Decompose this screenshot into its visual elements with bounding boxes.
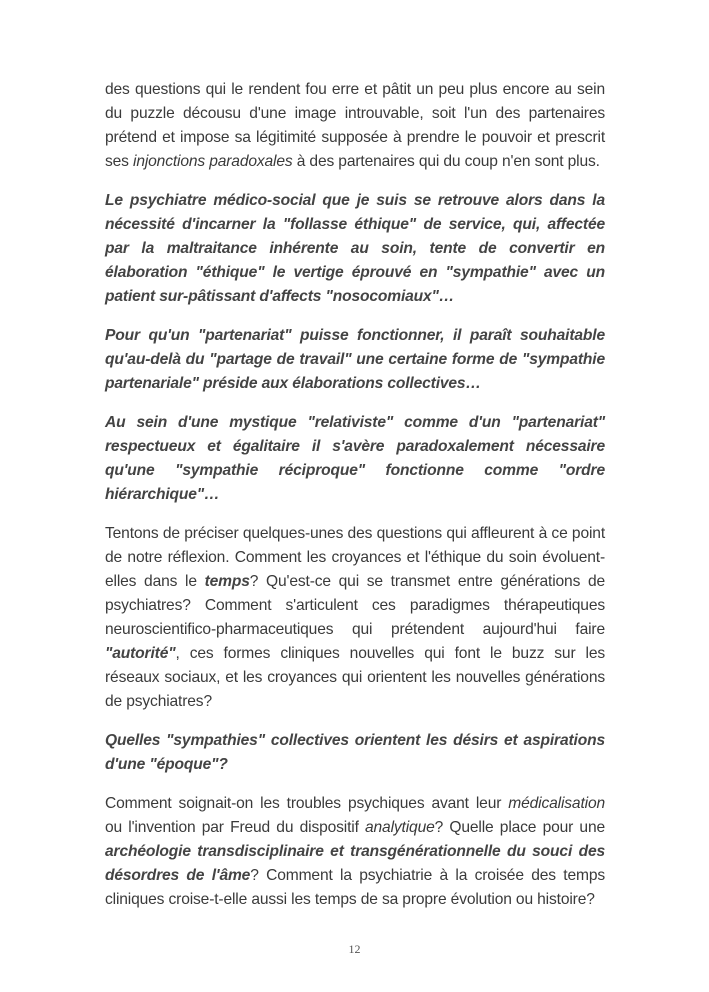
paragraph-emphasis — [105, 189, 605, 309]
text-run: , ces formes cliniques nouvelles qui font le buzz sur les réseaux sociaux, et les croyances qui orientent les nouvelles générations de psychiatres? — [105, 645, 605, 710]
paragraph-emphasis — [105, 729, 605, 777]
text-run: Quelles "sympathies" collectives orientent les désirs et aspirations d'une "époque"? — [105, 732, 605, 773]
bold-italic-run: temps — [204, 573, 250, 590]
italic-run: analytique — [365, 819, 435, 836]
paragraph — [105, 792, 605, 912]
bold-italic-run: "autorité" — [105, 645, 176, 662]
text-run: ? Qu'est-ce qui se transmet entre générations de psychiatres? Comment s'articulent ces paradigmes thérapeutiques neuroscientifico-pharmaceutiques qui prétendent aujourd'hui faire — [105, 573, 605, 638]
text-run: ou l'invention par Freud du dispositif — [105, 819, 366, 836]
text-run: des questions qui le rendent fou erre et pâtit un peu plus encore au sein du puzzle décousu d'une image introuvable, soit l'un des partenaires prétend et impose sa légitimité supposée à prendre le pouvoir et prescrit ses — [105, 81, 605, 170]
page-number: 12 — [348, 942, 361, 956]
document-body — [105, 78, 605, 927]
paragraph — [105, 78, 605, 174]
text-run: ? Quelle place pour une — [434, 819, 605, 836]
bold-italic-run: archéologie transdisciplinaire et transgénérationnelle du souci des désordres de l'âme — [105, 843, 605, 884]
text-run: Le psychiatre médico-social que je suis se retrouve alors dans la nécessité d'incarner la "follasse éthique" de service, qui, affectée par la maltraitance inhérente au soin, tente de convertir en élaboration "éthique" le vertige éprouvé en "sympathie" avec un patient sur-pâtissant d'affects "nosocomiaux"… — [105, 192, 605, 305]
text-run: Tentons de préciser quelques-unes des questions qui affleurent à ce point de notre réflexion. Comment les croyances et l'éthique du soin évoluent-elles dans le — [105, 525, 605, 590]
text-run: ? Comment la psychiatrie à la croisée des temps cliniques croise-t-elle aussi les temps de sa propre évolution ou histoire? — [105, 867, 605, 908]
italic-run: injonctions paradoxales — [133, 153, 293, 170]
text-run: à des partenaires qui du coup n'en sont plus. — [292, 153, 600, 170]
text-run: Pour qu'un "partenariat" puisse fonctionner, il paraît souhaitable qu'au-delà du "partage de travail" une certaine forme de "sympathie partenariale" préside aux élaborations collectives… — [105, 327, 605, 392]
paragraph-emphasis — [105, 411, 605, 507]
paragraph — [105, 522, 605, 714]
text-run: Au sein d'une mystique "relativiste" comme d'un "partenariat" respectueux et égalitaire il s'avère paradoxalement nécessaire qu'une "sympathie réciproque" fonctionne comme "ordre hiérarchique"… — [105, 414, 605, 503]
italic-run: médicalisation — [508, 795, 605, 812]
text-run: Comment soignait-on les troubles psychiques avant leur — [105, 795, 509, 812]
paragraph-emphasis — [105, 324, 605, 396]
